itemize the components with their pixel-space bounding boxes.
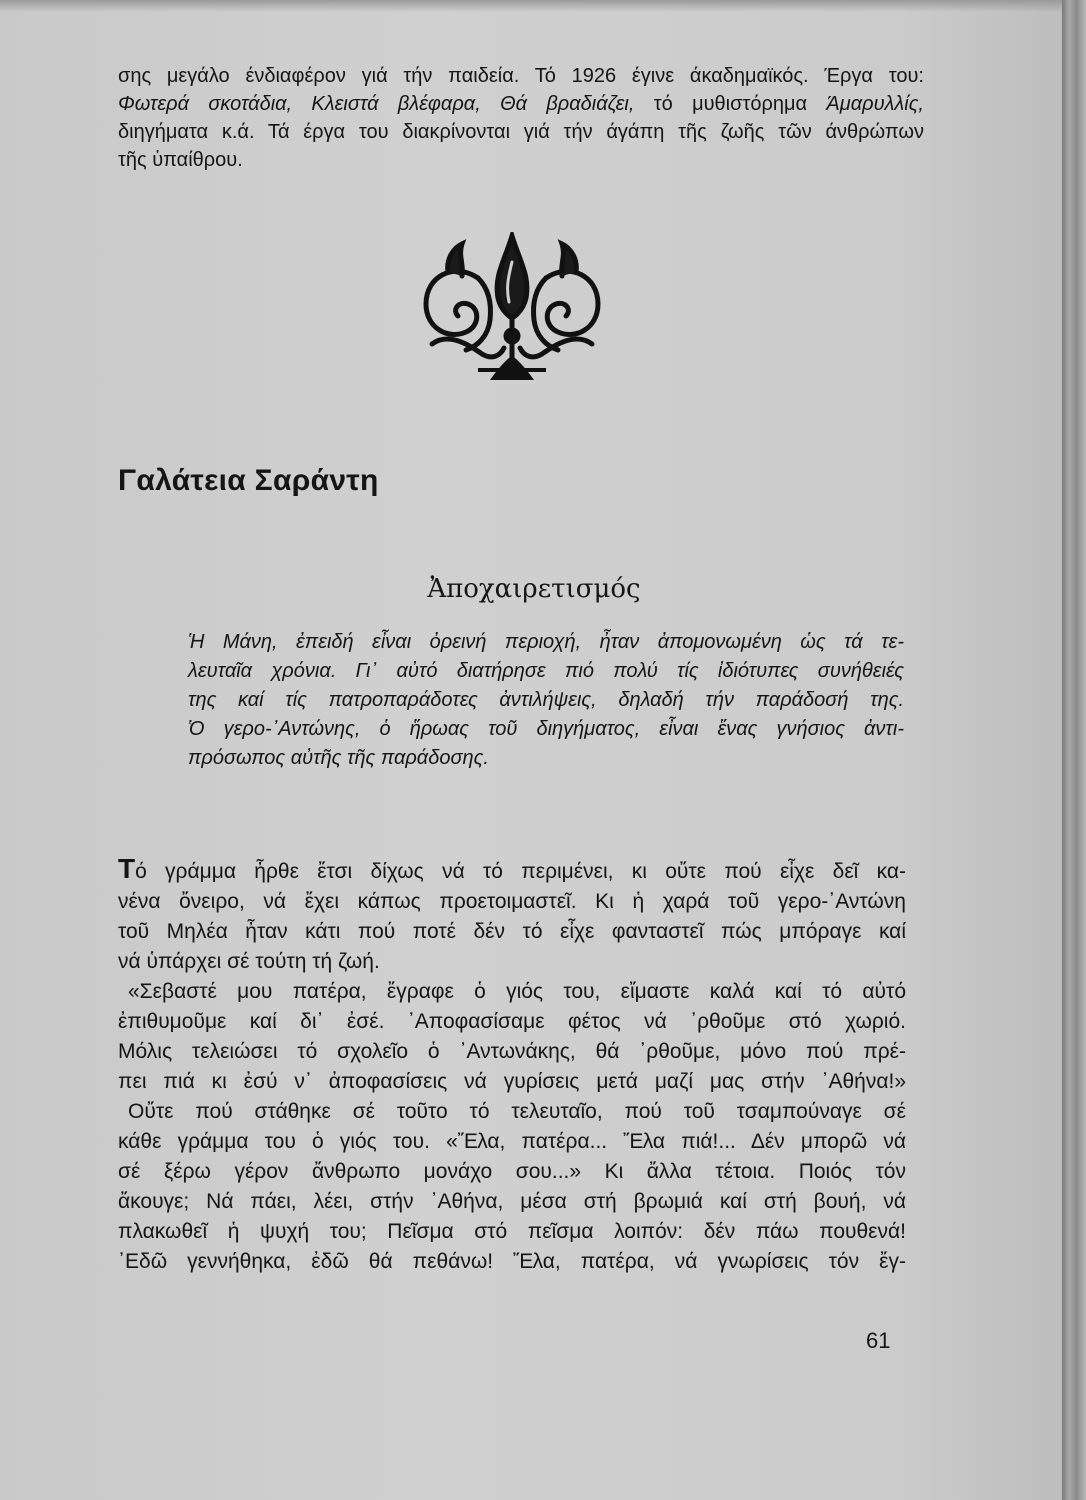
book-edge	[1062, 0, 1086, 1500]
body-line-6: ἐπιθυμοῦμε καί δι᾽ ἐσέ. ᾽Αποφασίσαμε φέτος νά ᾽ρθοῦμε στό χωριό.	[118, 1010, 906, 1033]
body-line-1-text: ό γράμμα ἦρθε ἔτσι δίχως νά τό περιμένει, κι οὔτε πού εἶχε δεῖ κα-	[135, 860, 906, 883]
preface-italic	[188, 628, 904, 773]
intro-line-3: διηγήματα κ.ά. Τά έργα του διακρίνονται γιά τήν άγάπη τῆς ζωῆς τῶν άνθρώπων	[118, 121, 924, 143]
body-line-1	[118, 854, 906, 887]
intro-works-italic: Φωτερά σκοτάδια, Κλειστά βλέφαρα, Θά βραδιάζει,	[118, 93, 635, 115]
intro-line-1: σης μεγάλο ένδιαφέρον γιά τήν παιδεία. Τό 1926 έγινε άκαδημαϊκός. Έργα του:	[118, 65, 924, 87]
intro-line-4: τῆς ὑπαίθρου.	[118, 149, 243, 171]
body-line-7: Μόλις τελειώσει τό σχολεῖο ὁ ᾽Αντωνάκης, θά ᾽ρθοῦμε, μόνο πού πρέ-	[118, 1040, 906, 1063]
preface-line-2: λευταῖα χρόνια. Γι᾽ αὐτό διατήρησε πιό πολύ τίς ἰδιότυπες συνήθειές	[188, 660, 904, 682]
preface-line-1: Ἡ Μάνη, ἐπειδή εἶναι ὀρεινή περιοχή, ἦταν ἀπομονωμένη ὡς τά τε-	[188, 631, 904, 653]
body-line-2: νένα ὄνειρο, νά ἔχει κάπως προετοιμαστεῖ. Κι ἡ χαρά τοῦ γερο-᾽Αντώνη	[118, 890, 906, 913]
drop-cap: Τ	[118, 853, 136, 884]
body-line-9: Οὔτε πού στάθηκε σέ τοῦτο τό τελευταῖο, πού τοῦ τσαμπούναγε σέ	[128, 1100, 906, 1123]
preface-line-3: της καί τίς πατροπαράδοτες ἀντιλήψεις, δηλαδή τήν παράδοσή της.	[188, 689, 904, 711]
body-line-4: νά ὑπάρχει σέ τούτη τή ζωή.	[118, 950, 380, 973]
body-line-12: ἄκουγε; Νά πάει, λέει, στήν ᾽Αθήνα, μέσα στή βρωμιά καί στή βουή, νά	[118, 1190, 906, 1213]
body-line-5: «Σεβαστέ μου πατέρα, ἔγραφε ὁ γιός του, εἴμαστε καλά καί τό αὐτό	[128, 980, 906, 1003]
body-line-10: κάθε γράμμα του ὁ γιός του. «Ἔλα, πατέρα... Ἔλα πιά!... Δέν μπορῶ νά	[118, 1130, 906, 1153]
preface-line-4: Ὁ γερο-᾽Αντώνης, ὁ ἥρωας τοῦ διηγήματος, εἶναι ἕνας γνήσιος ἀντι-	[188, 718, 904, 740]
author-name: Γαλάτεια Σαράντη	[118, 464, 379, 497]
body-line-11: σέ ξέρω γέρον ἄνθρωπο μονάχο σου...» Κι ἄλλα τέτοια. Ποιός τόν	[118, 1160, 906, 1183]
page-number: 61	[866, 1328, 891, 1353]
intro-novel-label: τό μυθιστόρημα	[634, 93, 827, 115]
intro-line-2	[118, 90, 924, 118]
intro-paragraph	[118, 62, 924, 174]
body-line-8: πει πιά κι ἐσύ ν᾽ ἀποφασίσεις νά γυρίσεις μετά μαζί μας στήν ᾽Αθήνα!»	[118, 1070, 906, 1093]
story-body	[118, 854, 906, 1277]
body-line-3: τοῦ Μηλέα ἦταν κάτι πού ποτέ δέν τό εἶχε φανταστεῖ πώς μπόραγε καί	[118, 920, 906, 943]
story-title: Ἀποχαιρετισμός	[427, 574, 641, 604]
page-top-shadow	[0, 0, 1062, 12]
preface-line-5: πρόσωπος αὐτῆς τῆς παράδοσης.	[188, 747, 489, 769]
body-line-13: πλακωθεῖ ἡ ψυχή του; Πεῖσμα στό πεῖσμα λοιπόν: δέν πάω πουθενά!	[118, 1220, 906, 1243]
body-line-14: ᾽Εδῶ γεννήθηκα, ἐδῶ θά πεθάνω! Ἔλα, πατέρα, νά γνωρίσεις τόν ἔγ-	[118, 1250, 906, 1273]
fleur-ornament-icon	[408, 232, 616, 386]
intro-novel-italic: Άμαρυλλίς,	[826, 93, 924, 115]
